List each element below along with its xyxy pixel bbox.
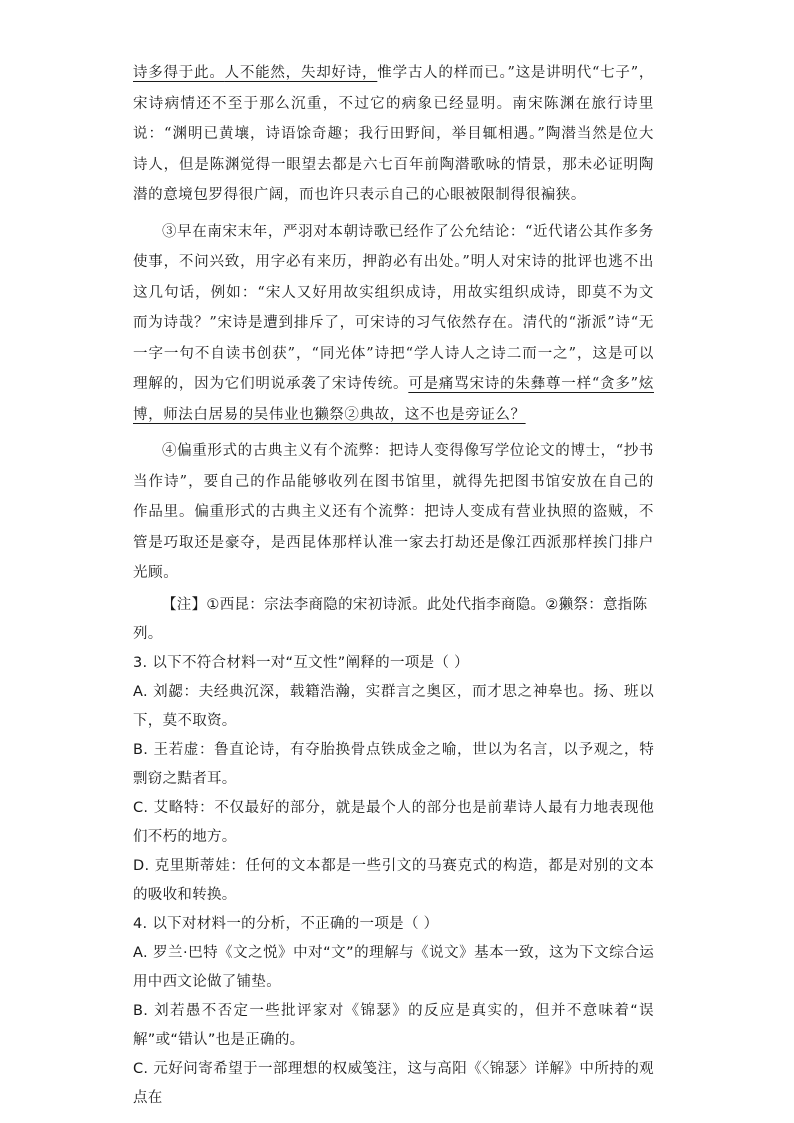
passage-paragraph-3: [133, 217, 654, 431]
question-3-option-b[interactable]: B. 王若虚：鲁直论诗，有夺胎换骨点铁成金之喻，世以为名言，以予观之，特剽窃之黠者耳。: [133, 741, 654, 787]
question-4-option-c[interactable]: C. 元好问寄希望于一部理想的权威笺注，这与高阳《〈锦瑟〉详解》中所持的观点在: [133, 1060, 654, 1106]
question-3-option-d[interactable]: D. 克里斯蒂娃：任何的文本都是一些引文的马赛克式的构造，都是对别的文本的吸收和转换。: [133, 857, 654, 903]
question-3-stem: 3. 以下不符合材料一对“互文性”阐释的一项是（ ）: [133, 654, 469, 671]
question-3-option-a[interactable]: A. 刘勰：夫经典沉深，载籍浩瀚，实群言之奥区，而才思之神皋也。扬、班以下，莫不取资。: [133, 683, 654, 729]
question-4-stem: 4. 以下对材料一的分析，不正确的一项是（ ）: [133, 915, 439, 932]
underlined-phrase-2: 人不能然，失却好诗，: [224, 65, 378, 81]
footnote-text: ①西昆：宗法李商隐的宋初诗派。此处代指李商隐。②獭祭：意指陈列。: [133, 596, 648, 642]
question-3-option-c[interactable]: C. 艾略特：不仅最好的部分，就是最个人的部分也是前辈诗人最有力地表现他们不朽的地方。: [133, 799, 654, 845]
question-4-option-b[interactable]: B. 刘若愚不否定一些批评家对《锦瑟》的反应是真实的，但并不意味着“误解”或“错认”也是正确的。: [133, 1002, 654, 1048]
underlined-sentence: 可是痛骂宋诗的朱彝尊一样“贪多”炫博，师法白居易的吴伟业也獭祭②典故，这不也是旁证么？: [133, 376, 654, 423]
footnote: [133, 591, 654, 649]
passage-paragraph-1: [133, 58, 654, 211]
passage-paragraph-4: [133, 436, 654, 589]
underlined-phrase-1: 诗多得于此。: [133, 65, 225, 81]
paragraph-3-text: ③早在南宋末年，严羽对本朝诗歌已经作了公允结论：“近代诸公其作多务使事，不问兴致，用字必有来历，押韵必有出处。”明人对宋诗的批评也逃不出这几句话，例如：“宋人又好用故实组织成诗，用故实组织成诗，即莫不为文而为诗哉？”宋诗是遭到排斥了，可宋诗的习气依然存在。清代的“浙派”诗“无一字一句不自读书创获”，“同光体”诗把“学人诗人之诗二而一之”，这是可以理解的，因为它们明说承袭了宋诗传统。: [133, 223, 654, 392]
question-4-option-a[interactable]: A. 罗兰·巴特《文之悦》中对“文”的理解与《说文》基本一致，这为下文综合运用中西文论做了铺垫。: [133, 944, 654, 990]
footnote-label: 【注】: [162, 596, 207, 613]
paragraph-4-text: ④偏重形式的古典主义有个流弊：把诗人变得像写学位论文的博士，“抄书当作诗”，要自己的作品能够收列在图书馆里，就得先把图书馆安放在自己的作品里。偏重形式的古典主义还有个流弊：把诗人变成有营业执照的盗贼，不管是巧取还是豪夺，是西昆体那样认准一家去打劫还是像江西派那样挨门排户光顾。: [133, 443, 654, 581]
paragraph-1-text: 惟学古人的样而已。”这是讲明代“七子”，宋诗病情还不至于那么沉重，不过它的病象已经显明。南宋陈渊在旅行诗里说：“渊明已黄壤，诗语馀奇趣；我行田野间，举目辄相遇。”陶潜当然是位大诗人，但是陈渊觉得一眼望去都是六七百年前陶潜歌咏的情景，那未必证明陶潜的意境包罗得很广阔，而也许只表示自己的心眼被限制得很褊狭。: [133, 65, 654, 203]
